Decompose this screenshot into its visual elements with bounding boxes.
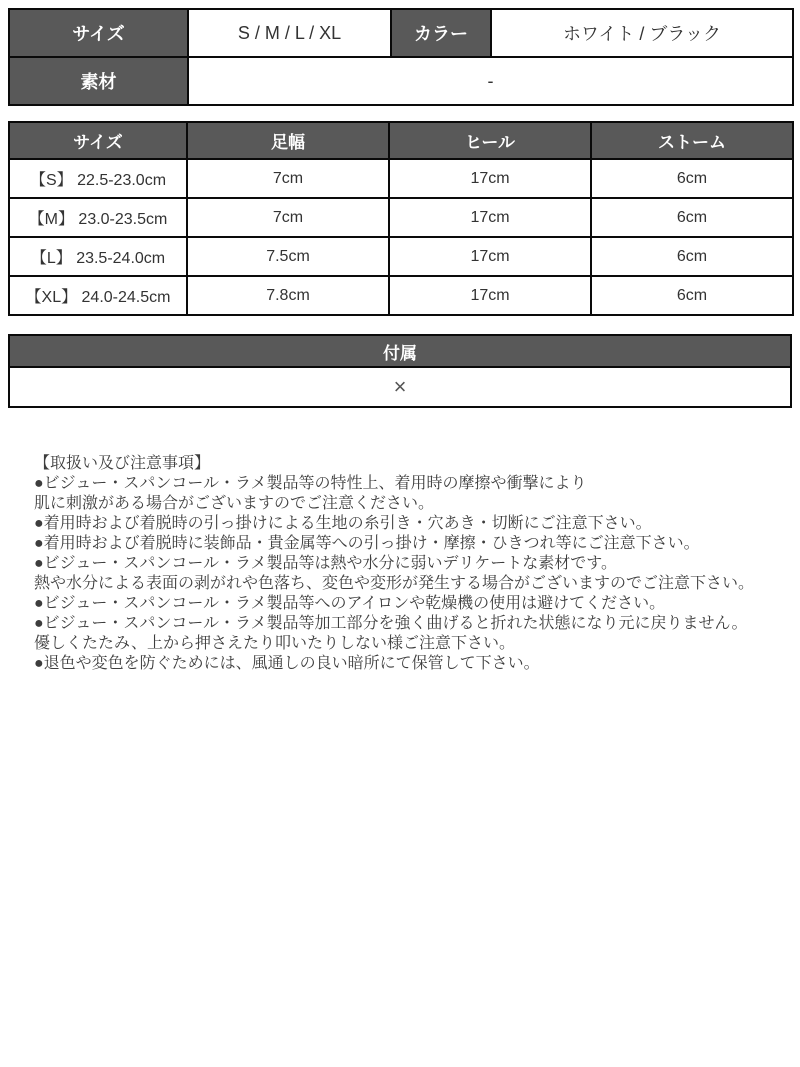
storm-cell: 6cm: [591, 237, 793, 276]
foot-width-cell: 7cm: [187, 198, 389, 237]
spec-size-value: S / M / L / XL: [188, 9, 391, 57]
spec-row-size-color: [9, 9, 793, 57]
size-cell: 【L】 23.5-24.0cm: [9, 237, 187, 276]
spec-color-label: カラー: [391, 9, 491, 57]
size-cell: 【XL】 24.0-24.5cm: [9, 276, 187, 315]
handling-note-line: ●ビジュー・スパンコール・ラメ製品等は熱や水分に弱いデリケートな素材です。: [34, 555, 617, 572]
handling-note-line: 肌に刺激がある場合がございますのでご注意ください。: [34, 495, 435, 512]
handling-notes: [0, 454, 800, 674]
size-table-row-s: [9, 159, 793, 198]
size-table-header-heel: ヒール: [389, 122, 591, 159]
spec-material-value: -: [188, 57, 793, 105]
accessory-header-row: [9, 335, 791, 367]
size-table-row-m: [9, 198, 793, 237]
size-table-header-foot-width: 足幅: [187, 122, 389, 159]
spec-table: [8, 8, 794, 106]
size-cell: 【S】 22.5-23.0cm: [9, 159, 187, 198]
size-table-row-l: [9, 237, 793, 276]
size-cell: 【M】 23.0-23.5cm: [9, 198, 187, 237]
handling-note-line: ●ビジュー・スパンコール・ラメ製品等の特性上、着用時の摩擦や衝撃により: [34, 475, 587, 492]
storm-cell: 6cm: [591, 159, 793, 198]
accessory-header: 付属: [9, 335, 791, 367]
heel-cell: 17cm: [389, 237, 591, 276]
spec-color-value: ホワイト / ブラック: [491, 9, 793, 57]
foot-width-cell: 7.8cm: [187, 276, 389, 315]
handling-notes-title: 【取扱い及び注意事項】: [34, 455, 211, 472]
handling-note-line: 熱や水分による表面の剥がれや色落ち、変色や変形が発生する場合がございますのでご注意下さい。: [34, 575, 755, 592]
handling-note-line: ●ビジュー・スパンコール・ラメ製品等加工部分を強く曲げると折れた状態になり元に戻りません。: [34, 615, 748, 632]
spec-material-label: 素材: [9, 57, 188, 105]
heel-cell: 17cm: [389, 276, 591, 315]
storm-cell: 6cm: [591, 276, 793, 315]
handling-note-line: ●着用時および着脱時に装飾品・貴金属等への引っ掛け・摩擦・ひきつれ等にご注意下さい。: [34, 535, 700, 552]
heel-cell: 17cm: [389, 198, 591, 237]
accessory-table: [8, 334, 792, 408]
size-table-row-xl: [9, 276, 793, 315]
spec-size-label: サイズ: [9, 9, 188, 57]
size-dimension-table: [8, 121, 794, 316]
handling-note-line: 優しくたたみ、上から押さえたり叩いたりしない様ご注意下さい。: [34, 635, 515, 652]
handling-note-line: ●退色や変色を防ぐためには、風通しの良い暗所にて保管して下さい。: [34, 655, 540, 672]
storm-cell: 6cm: [591, 198, 793, 237]
foot-width-cell: 7.5cm: [187, 237, 389, 276]
size-table-header-size: サイズ: [9, 122, 187, 159]
spec-row-material: [9, 57, 793, 105]
heel-cell: 17cm: [389, 159, 591, 198]
size-table-header-row: [9, 122, 793, 159]
handling-note-line: ●ビジュー・スパンコール・ラメ製品等へのアイロンや乾燥機の使用は避けてください。: [34, 595, 666, 612]
accessory-value-row: [9, 367, 791, 407]
product-spec-page: [0, 8, 800, 1067]
foot-width-cell: 7cm: [187, 159, 389, 198]
handling-note-line: ●着用時および着脱時の引っ掛けによる生地の糸引き・穴あき・切断にご注意下さい。: [34, 515, 652, 532]
size-table-header-storm: ストーム: [591, 122, 793, 159]
accessory-value: ×: [9, 367, 791, 407]
